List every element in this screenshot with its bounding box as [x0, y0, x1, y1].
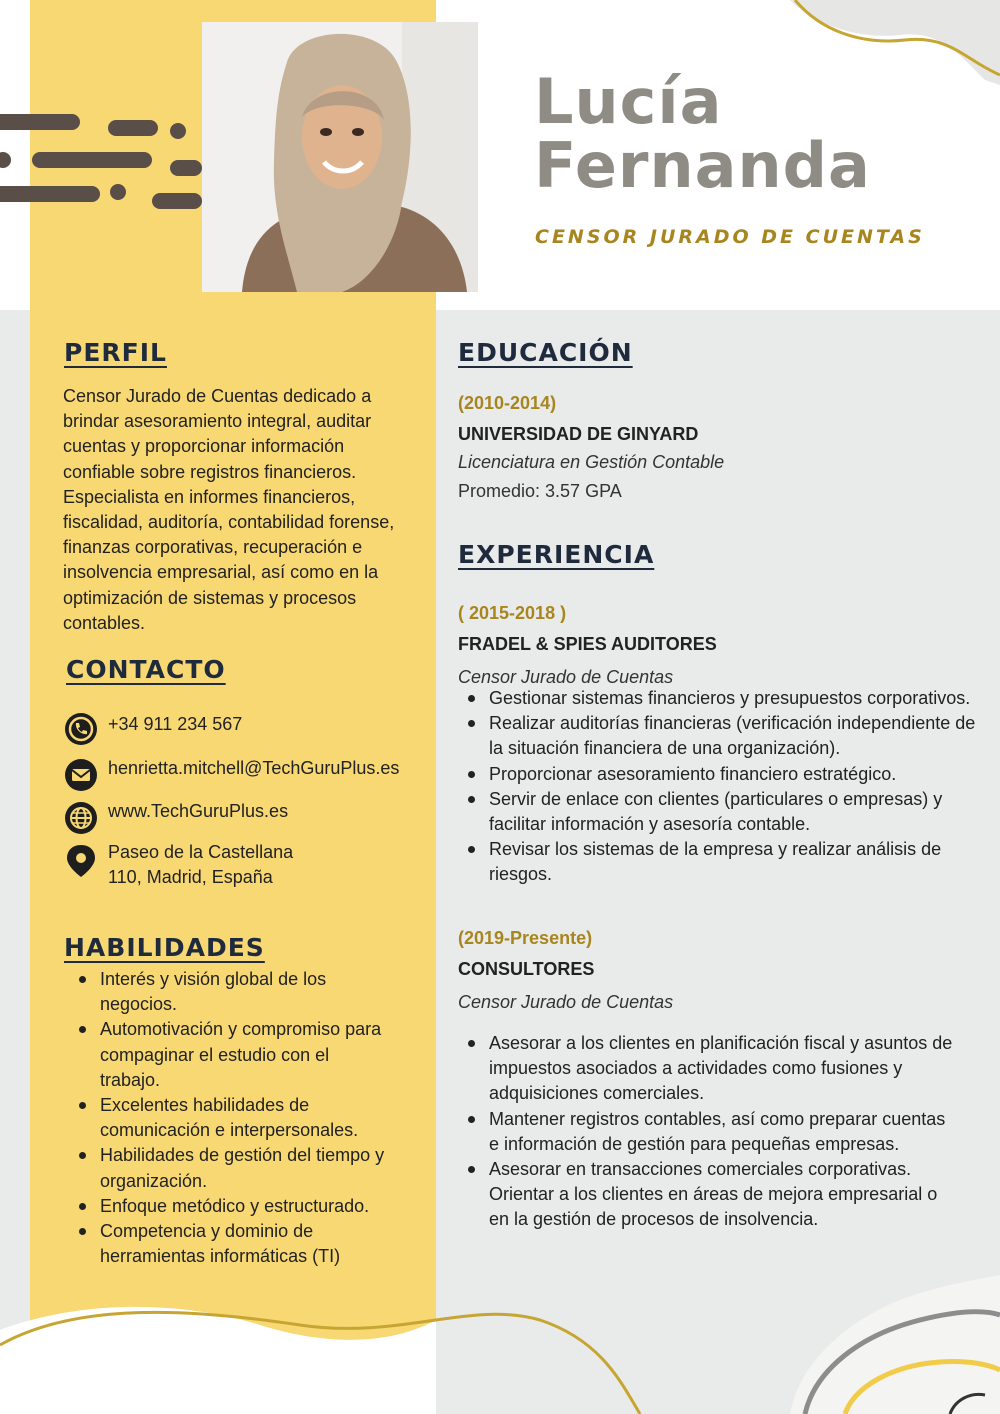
- job-2-date: (2019-Presente): [458, 928, 593, 948]
- phone-icon: [64, 712, 98, 746]
- candidate-name: [534, 65, 871, 202]
- email-link[interactable]: henrietta.mitchell@TechGuruPlus.es: [108, 758, 400, 778]
- location-pin-icon: [64, 844, 98, 878]
- list-item: Mantener registros contables, así como preparar cuentas e información de gestión para pequeñas empresas.: [489, 1107, 959, 1157]
- skills-heading: HABILIDADES: [64, 933, 265, 962]
- address-line-1: Paseo de la Castellana: [108, 842, 294, 862]
- address-text: [108, 840, 293, 890]
- list-item: Revisar los sistemas de la empresa y realizar análisis de riesgos.: [489, 837, 989, 887]
- job-2-role: Censor Jurado de Cuentas: [458, 992, 674, 1012]
- job-1-role: Censor Jurado de Cuentas: [458, 667, 674, 687]
- address-line-2: 110, Madrid, España: [108, 867, 273, 887]
- brown-dash-decoration: [0, 114, 202, 209]
- job-1-bullets: [489, 686, 989, 888]
- last-name: Fernanda: [534, 129, 871, 202]
- education-heading: EDUCACIÓN: [458, 338, 633, 367]
- list-item: Enfoque metódico y estructurado.: [100, 1194, 390, 1219]
- experience-heading: EXPERIENCIA: [458, 540, 655, 569]
- education-school: UNIVERSIDAD DE GINYARD: [458, 424, 699, 444]
- profile-photo: [202, 22, 478, 292]
- list-item: Asesorar en transacciones comerciales corporativas. Orientar a los clientes en áreas de mejora empresarial o en la gestión de procesos de insolvencia.: [489, 1157, 959, 1233]
- list-item: Realizar auditorías financieras (verificación independiente de la situación financiera de una organización).: [489, 711, 989, 761]
- mail-icon: [64, 758, 98, 792]
- education-degree: Licenciatura en Gestión Contable: [458, 452, 725, 472]
- website-link[interactable]: www.TechGuruPlus.es: [108, 801, 289, 821]
- contact-heading: CONTACTO: [66, 655, 226, 684]
- job-2-bullets: [489, 1031, 959, 1233]
- profile-text: Censor Jurado de Cuentas dedicado a brindar asesoramiento integral, auditar cuentas y proporcionar información confiable sobre registros financieros. Especialista en informes financieros, fiscalidad, auditoría, contabilidad forense, finanzas corporativas, recuperación e insolvencia empresarial, así como en la optimización de sistemas y procesos contables.: [63, 386, 395, 633]
- profile-heading: PERFIL: [64, 338, 167, 367]
- job-1-date: ( 2015-2018 ): [458, 603, 567, 623]
- education-gpa: Promedio: 3.57 GPA: [458, 481, 622, 501]
- job-1-company: FRADEL & SPIES AUDITORES: [458, 634, 717, 654]
- list-item: Habilidades de gestión del tiempo y organización.: [100, 1143, 390, 1193]
- phone-link[interactable]: +34 911 234 567: [108, 714, 243, 734]
- bottom-right-blob: [790, 1275, 1000, 1414]
- list-item: Servir de enlace con clientes (particulares o empresas) y facilitar información y asesoría contable.: [489, 787, 989, 837]
- list-item: Competencia y dominio de herramientas informáticas (TI): [100, 1219, 390, 1269]
- first-name: Lucía: [534, 65, 723, 138]
- globe-icon: [64, 801, 98, 835]
- list-item: Automotivación y compromiso para compaginar el estudio con el trabajo.: [100, 1017, 390, 1093]
- job-2-company: CONSULTORES: [458, 959, 595, 979]
- bottom-white-wave: [0, 1307, 436, 1414]
- skills-list: [100, 967, 390, 1269]
- profile-photo-illustration: [202, 22, 478, 292]
- job-title: CENSOR JURADO DE CUENTAS: [535, 226, 925, 248]
- list-item: Gestionar sistemas financieros y presupuestos corporativos.: [489, 686, 989, 711]
- list-item: Proporcionar asesoramiento financiero estratégico.: [489, 762, 989, 787]
- list-item: Interés y visión global de los negocios.: [100, 967, 390, 1017]
- list-item: Excelentes habilidades de comunicación e interpersonales.: [100, 1093, 390, 1143]
- education-date: (2010-2014): [458, 393, 557, 413]
- list-item: Asesorar a los clientes en planificación fiscal y asuntos de impuestos asociados a actividades como fusiones y adquisiciones comerciales.: [489, 1031, 959, 1107]
